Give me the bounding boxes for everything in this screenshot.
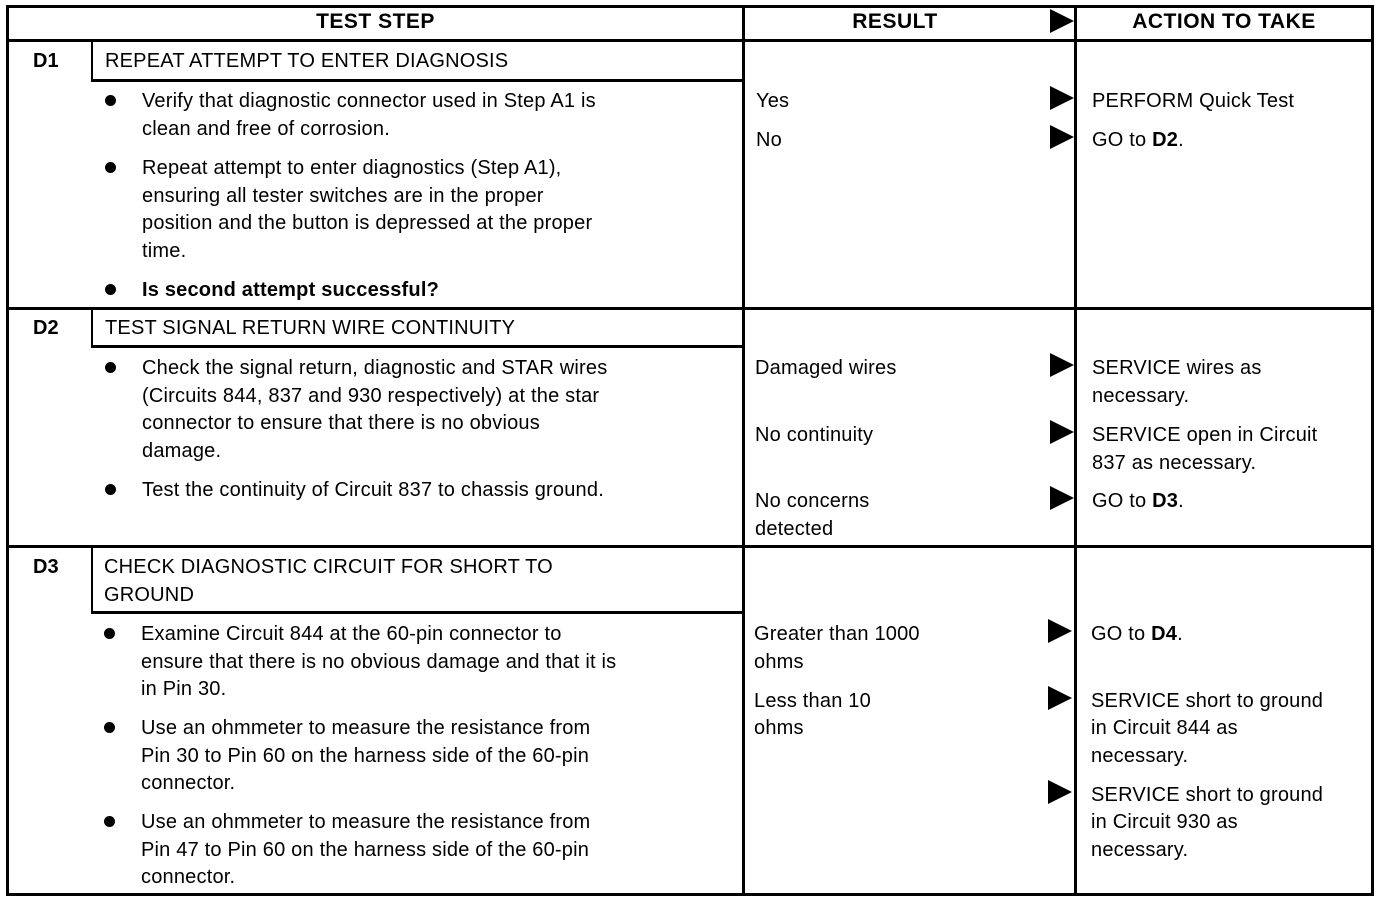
action-line: PERFORM Quick Test <box>1092 90 1295 112</box>
action-line: SERVICE short to ground <box>1091 784 1324 806</box>
goto-step-ref: D4 <box>1151 623 1178 645</box>
bullet-line: Pin 47 to Pin 60 on the harness side of the 60-pin <box>141 839 590 861</box>
step-title: CHECK DIAGNOSTIC CIRCUIT FOR SHORT TO <box>104 556 553 578</box>
d3-id-divider <box>91 546 93 613</box>
step-title: REPEAT ATTEMPT TO ENTER DIAGNOSIS <box>105 50 509 72</box>
goto-step-ref: D3 <box>1152 490 1179 512</box>
bullet-line: time. <box>142 240 187 262</box>
result-text: No concerns <box>755 490 870 512</box>
d1-id-divider <box>91 40 93 80</box>
arrow-icon <box>1050 86 1074 110</box>
header-arrow-icon <box>1050 9 1074 33</box>
result-no: No <box>756 129 782 151</box>
action-line: SERVICE wires as <box>1092 357 1262 379</box>
arrow-icon <box>1050 486 1074 510</box>
header-action: ACTION TO TAKE <box>1132 10 1316 33</box>
result-text: Damaged wires <box>755 357 897 379</box>
row-rule-d2 <box>6 307 1374 310</box>
d1-title-rule <box>91 79 744 82</box>
border-bottom <box>6 893 1374 896</box>
bullet-line: Pin 30 to Pin 60 on the harness side of the 60-pin <box>141 745 590 767</box>
action-line: in Circuit 930 as <box>1091 811 1238 833</box>
bullet-line: Verify that diagnostic connector used in Step A1 is <box>142 90 596 112</box>
bullet-line: (Circuits 844, 837 and 930 respectively) at the star <box>142 385 600 407</box>
bullet-line: in Pin 30. <box>141 678 227 700</box>
step-id: D1 <box>33 50 59 72</box>
d3-title-rule <box>91 611 744 614</box>
result-text: Greater than 1000 <box>754 623 920 645</box>
step-id: D3 <box>33 556 59 578</box>
bullet-line: ensure that there is no obvious damage and that it is <box>141 651 617 673</box>
result-text: ohms <box>754 717 804 739</box>
arrow-icon <box>1048 619 1072 643</box>
arrow-icon <box>1050 420 1074 444</box>
result-yes: Yes <box>756 90 790 112</box>
action-line: SERVICE open in Circuit <box>1092 424 1318 446</box>
step-title: GROUND <box>104 584 195 606</box>
bullet-icon <box>105 362 116 373</box>
bullet-line: clean and free of corrosion. <box>142 118 390 140</box>
result-text: ohms <box>754 651 804 673</box>
bullet-question: Is second attempt successful? <box>142 279 440 301</box>
action-line: in Circuit 844 as <box>1091 717 1238 739</box>
step-id: D2 <box>33 317 59 339</box>
action-goto: GO to D4. <box>1091 623 1183 645</box>
bullet-line: Use an ohmmeter to measure the resistance from <box>141 717 591 739</box>
result-text: detected <box>755 518 834 540</box>
bullet-icon <box>105 484 116 495</box>
action-line: SERVICE short to ground <box>1091 690 1324 712</box>
goto-step-ref: D2 <box>1152 129 1179 151</box>
step-title: TEST SIGNAL RETURN WIRE CONTINUITY <box>105 317 516 339</box>
bullet-line: Test the continuity of Circuit 837 to chassis ground. <box>142 479 604 501</box>
action-line: necessary. <box>1092 385 1190 407</box>
bullet-line: damage. <box>142 440 222 462</box>
bullet-icon <box>105 95 116 106</box>
header-test-step: TEST STEP <box>316 10 435 33</box>
arrow-icon <box>1048 780 1072 804</box>
header-result: RESULT <box>852 10 938 33</box>
bullet-icon <box>105 284 116 295</box>
row-rule-d3 <box>6 545 1374 548</box>
divider-result <box>742 5 745 896</box>
arrow-icon <box>1050 125 1074 149</box>
action-goto: GO to D2. <box>1092 129 1184 151</box>
action-goto: GO to D3. <box>1092 490 1184 512</box>
result-text: Less than 10 <box>754 690 871 712</box>
bullet-line: position and the button is depressed at the proper <box>142 212 593 234</box>
arrow-icon <box>1048 686 1072 710</box>
bullet-line: Examine Circuit 844 at the 60-pin connector to <box>141 623 562 645</box>
action-line: necessary. <box>1091 839 1189 861</box>
bullet-icon <box>104 816 115 827</box>
action-line: necessary. <box>1091 745 1189 767</box>
bullet-line: ensuring all tester switches are in the proper <box>142 185 544 207</box>
arrow-icon <box>1050 353 1074 377</box>
bullet-icon <box>104 628 115 639</box>
bullet-line: connector to ensure that there is no obvious <box>142 412 540 434</box>
bullet-line: Repeat attempt to enter diagnostics (Step A1), <box>142 157 562 179</box>
d2-id-divider <box>91 308 93 347</box>
d2-title-rule <box>91 345 744 348</box>
divider-action <box>1074 5 1077 896</box>
header-rule <box>6 39 1374 42</box>
bullet-line: Check the signal return, diagnostic and STAR wires <box>142 357 608 379</box>
action-line: 837 as necessary. <box>1092 452 1257 474</box>
bullet-line: connector. <box>141 772 236 794</box>
border-left <box>6 5 9 896</box>
border-right <box>1371 5 1374 896</box>
bullet-icon <box>105 162 116 173</box>
bullet-line: Use an ohmmeter to measure the resistance from <box>141 811 591 833</box>
bullet-icon <box>104 722 115 733</box>
bullet-line: connector. <box>141 866 236 888</box>
result-text: No continuity <box>755 424 874 446</box>
